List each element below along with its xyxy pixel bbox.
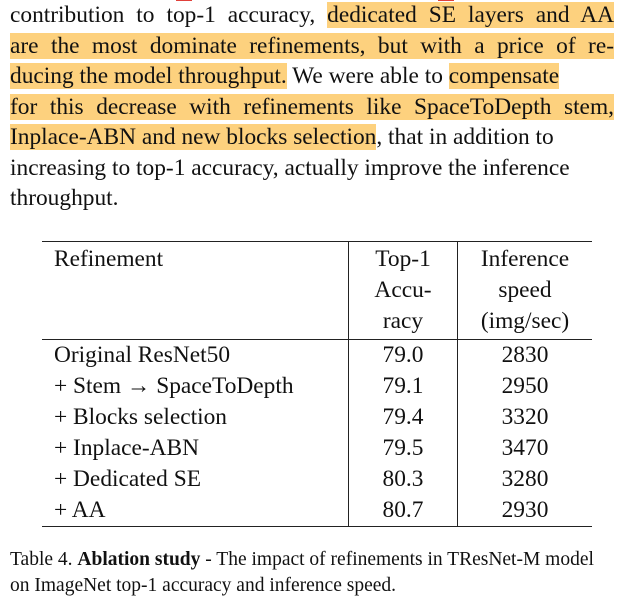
- highlighted-text: dedicated SE layers and AA: [327, 2, 614, 28]
- cell-accuracy: 79.5: [349, 433, 458, 464]
- cell-refinement: + Stem → SpaceToDepth: [42, 371, 349, 402]
- table-row: [42, 402, 592, 433]
- table-row: [42, 495, 592, 527]
- body-paragraph: [10, 0, 614, 214]
- cell-refinement: + Blocks selection: [42, 402, 349, 433]
- cell-speed: 3470: [501, 435, 549, 461]
- paragraph-line: [10, 183, 614, 214]
- table-row: [42, 433, 592, 464]
- header-line: speed: [498, 277, 552, 303]
- line-text: , that in addition to: [376, 124, 554, 150]
- header-line: (img/sec): [480, 308, 570, 334]
- paragraph-line: [10, 31, 614, 62]
- cell-speed: 2930: [501, 497, 549, 523]
- highlighted-text: Inplace-ABN and new blocks selection: [10, 124, 377, 150]
- cell-refinement: + Dedicated SE: [42, 464, 349, 495]
- table-caption: [10, 547, 614, 599]
- paragraph-line: [10, 153, 614, 184]
- cell-accuracy: 79.4: [349, 402, 458, 433]
- header-speed: [458, 242, 593, 340]
- line-text: We were able to: [286, 63, 449, 89]
- highlighted-text: compensate: [448, 63, 560, 89]
- line-text: throughput.: [10, 185, 119, 211]
- header-line: Top-1: [375, 246, 431, 272]
- caption-body: - The impact of refinements in TResNet-M model on ImageNet top-1 accuracy and inference speed.: [10, 549, 594, 596]
- header-line: Inference: [480, 246, 570, 272]
- caption-label: Table 4.: [10, 549, 73, 570]
- cell-speed: 3320: [501, 404, 549, 430]
- cell-refinement: Original ResNet50: [42, 340, 349, 372]
- cell-speed: 2830: [501, 342, 549, 368]
- highlighted-text: ducing the model throughput.: [10, 63, 287, 89]
- highlighted-text: for this decrease with refinements like SpaceToDepth stem,: [10, 93, 614, 120]
- paragraph-line: [10, 0, 614, 31]
- header-accuracy: [349, 242, 458, 340]
- table-header-row: [42, 242, 592, 340]
- table-row: [42, 464, 592, 495]
- cell-refinement: + AA: [42, 495, 349, 527]
- cell-speed: 3280: [501, 466, 549, 492]
- cell-speed: 2950: [501, 373, 549, 399]
- ablation-table: [42, 241, 592, 527]
- cell-accuracy: 79.1: [349, 371, 458, 402]
- caption-title: Ablation study: [77, 549, 201, 570]
- cell-accuracy: 80.3: [349, 464, 458, 495]
- header-line: Accu-: [374, 277, 432, 303]
- line-text: increasing to top-1 accuracy, actually improve the inference: [10, 154, 570, 181]
- paragraph-line: [10, 92, 614, 123]
- highlighted-text: are the most dominate refinements, but with a price of re-: [10, 32, 614, 59]
- table-row: [42, 371, 592, 402]
- header-refinement: Refinement: [42, 242, 349, 340]
- cell-accuracy: 79.0: [349, 340, 458, 372]
- table-row: [42, 340, 592, 372]
- paragraph-line: [10, 122, 614, 153]
- cell-accuracy: 80.7: [349, 495, 458, 527]
- header-line: racy: [382, 308, 424, 334]
- line-text: contribution to top-1 accuracy,: [10, 2, 328, 28]
- paragraph-line: [10, 61, 614, 92]
- cell-refinement: + Inplace-ABN: [42, 433, 349, 464]
